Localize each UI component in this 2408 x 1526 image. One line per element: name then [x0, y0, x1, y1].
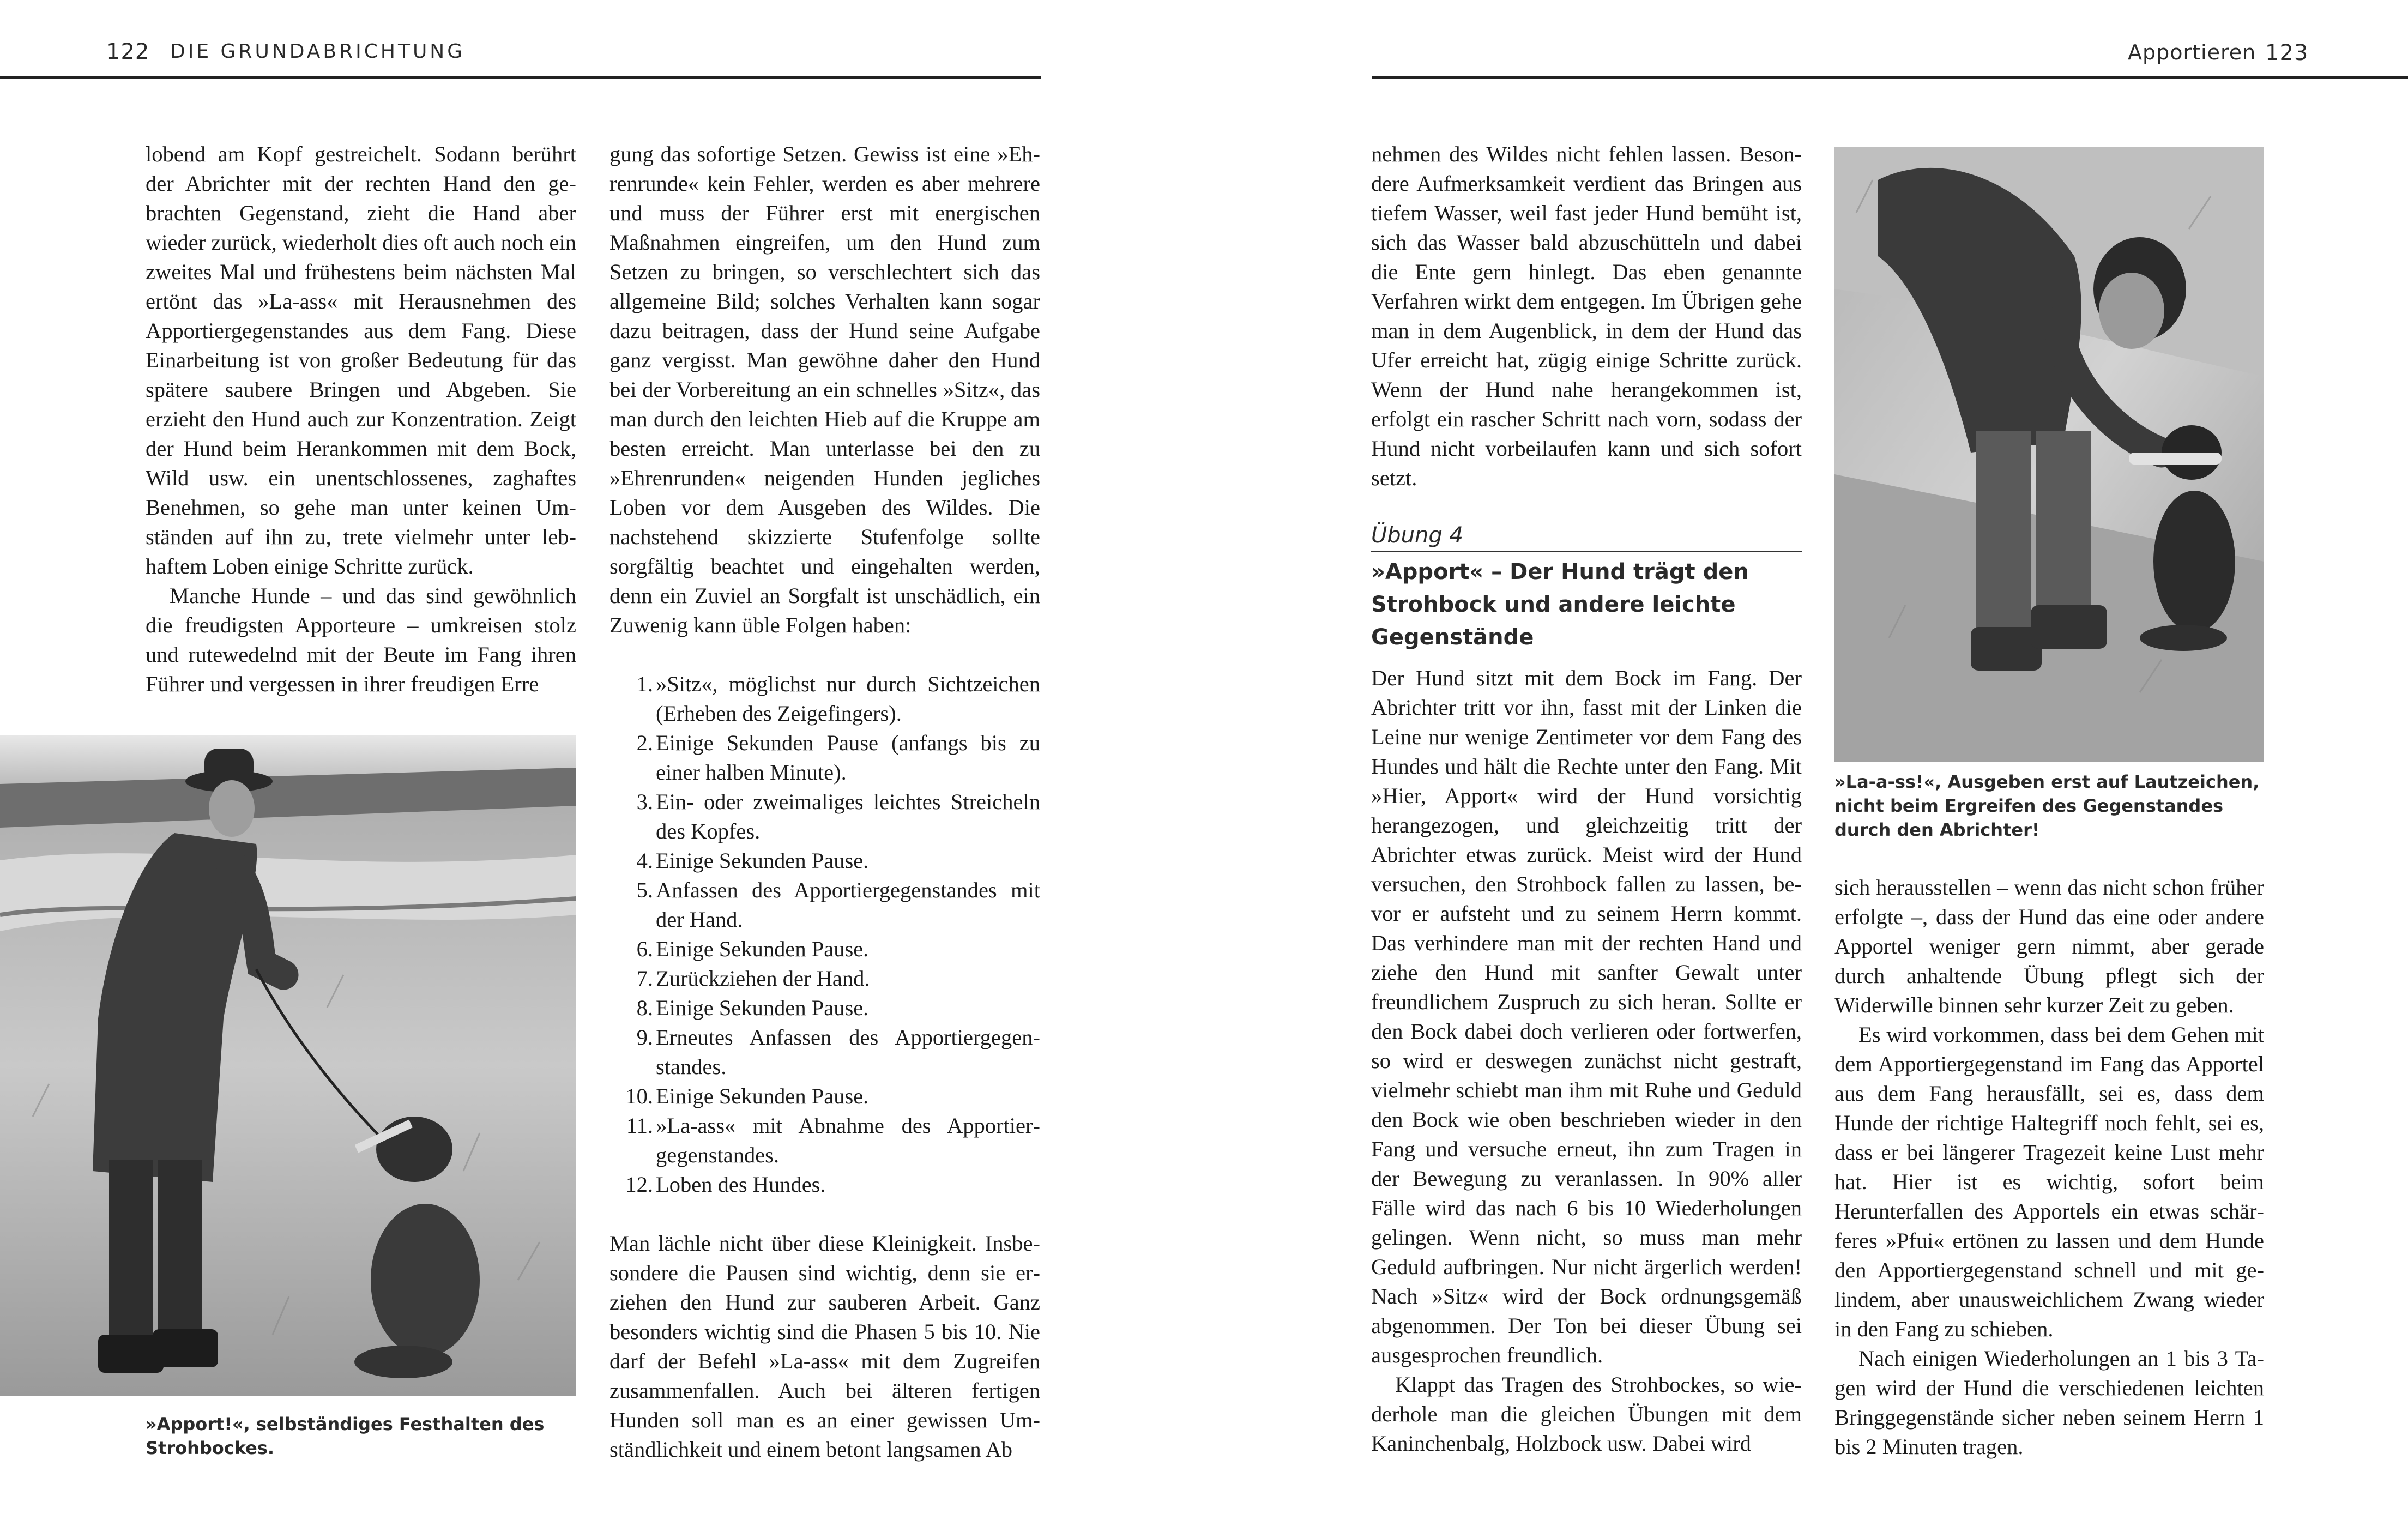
list-item	[609, 787, 1040, 846]
list-item	[609, 846, 1040, 876]
list-item	[609, 964, 1040, 993]
list-text: Einige Sekunden Pause (anfangs bis zu einer halben Minute).	[656, 731, 1040, 785]
page-number-left: 122	[106, 39, 150, 64]
running-title-left: DIE GRUNDABRICHTUNG	[170, 40, 466, 63]
list-number: 2.	[636, 731, 653, 755]
list-text: Erneutes Anfassen des Apportiergegenstandes.	[656, 1025, 1040, 1079]
right-page	[1204, 0, 2408, 1526]
list-number: 7.	[636, 966, 653, 991]
photo-caption-left: »Apport!«, selbständiges Festhalten des Strohbockes.	[146, 1414, 545, 1458]
list-text: Einige Sekunden Pause.	[656, 1084, 869, 1108]
right-column-1	[1371, 140, 1802, 1458]
list-number: 4.	[636, 848, 653, 873]
list-text: Loben des Hundes.	[656, 1172, 826, 1197]
list-text: Einige Sekunden Pause.	[656, 848, 869, 873]
list-text: »Sitz«, möglichst nur durch Sichtzeichen (Erheben des Zeigefingers).	[656, 672, 1040, 726]
list-number: 12.	[625, 1172, 653, 1197]
photo-illustration	[1834, 147, 2264, 762]
list-number: 1.	[636, 672, 653, 696]
left-column-1	[146, 140, 576, 699]
header-rule-right	[1372, 76, 2408, 79]
list-item	[609, 1082, 1040, 1111]
list-number: 10.	[625, 1084, 653, 1108]
page-number-right: 123	[2265, 40, 2309, 65]
left-column-2	[609, 140, 1040, 1464]
exercise-rule	[1371, 551, 1802, 552]
list-number: 5.	[636, 878, 653, 902]
photo-illustration	[0, 735, 576, 1396]
photo-hunter-with-dog	[0, 735, 576, 1396]
paragraph: Man lächle nicht über diese Kleinigkeit. Insbesondere die Pausen sind wichtig, denn sie erziehen den Hund zur sauberen Arbeit. Ganz besonders wichtig sind die Phasen 5 bis 10. Nie darf der Befehl »La-ass« mit dem Zugreifen zusammenfallen. Auch bei älteren fertigen Hunden soll man es an einer gewissen Umständlichkeit und einem betont langsamen Ab	[609, 1231, 1040, 1462]
list-text: Zurückziehen der Hand.	[656, 966, 870, 991]
list-text: »La-ass« mit Abnahme des Apportiergegenstandes.	[656, 1113, 1040, 1167]
paragraph: Manche Hunde – und das sind gewöhnlich die freudigsten Apporteure – umkreisen stolz und rutewedelnd mit der Beute im Fang ihren Führer und vergessen in ihrer freudigen Erre	[146, 583, 576, 696]
paragraph: gung das sofortige Setzen. Gewiss ist eine »Ehrenrunde« kein Fehler, werden es aber mehrere und muss der Führer erst mit energischen Maßnahmen eingreifen, um den Hund zum Setzen zu bringen, so verschlechtert sich das allgemeine Bild; solches Verhalten kann sogar dazu beitragen, dass der Hund seine Aufgabe ganz vergisst. Man gewöhne daher den Hund bei der Vorbereitung an ein schnelles »Sitz«, das man durch den leichten Hieb auf die Kruppe am besten erreicht. Man unterlasse bei den zu »Ehrenrunden« neigenden Hunden jegliches Loben vor dem Ausgeben des Wildes. Die nachstehend skizzierte Stufenfolge sollte sorgfältig beachtet und eingehalten werden, denn ein Zuviel an Sorgfalt ist unschädlich, ein Zuwenig kann üble Folgen haben:	[609, 142, 1040, 637]
paragraph: nehmen des Wildes nicht fehlen lassen. Besondere Aufmerksamkeit verdient das Bringen aus tiefem Wasser, weil fast jeder Hund bemüht ist, sich das Wasser bald abzuschütteln und dabei die Ente gern hinlegt. Das eben genannte Verfahren wirkt dem entgegen. Im Übrigen gehe man in dem Augenblick, in dem der Hund das Ufer erreicht hat, zügig einige Schritte zurück. Wenn der Hund nahe herangekommen ist, erfolgt ein rascher Schritt nach vorn, sodass der Hund nicht vorbeilaufen kann und sich sofort setzt.	[1371, 142, 1802, 490]
list-number: 11.	[626, 1113, 653, 1138]
right-column-2	[1834, 873, 2264, 1462]
paragraph: Klappt das Tragen des Strohbockes, so wiederhole man die gleichen Übungen mit dem Kaninchenbalg, Holzbock usw. Dabei wird	[1371, 1372, 1802, 1456]
exercise-label: Übung 4	[1371, 523, 1463, 548]
paragraph: Nach einigen Wiederholungen an 1 bis 3 Tagen wird der Hund die verschiedenen leichten Bringgegenstände sicher neben seinem Herrn 1 bis 2 Minuten tragen.	[1834, 1346, 2264, 1459]
list-text: Einige Sekunden Pause.	[656, 996, 869, 1020]
list-text: Ein- oder zweimaliges leichtes Streicheln des Kopfes.	[656, 789, 1040, 843]
exercise-title: »Apport« – Der Hund trägt den Strohbock und andere leichte Gegenstände	[1371, 559, 1749, 650]
list-item	[609, 993, 1040, 1023]
list-number: 8.	[636, 996, 653, 1020]
list-item	[609, 669, 1040, 728]
list-item	[609, 1023, 1040, 1082]
paragraph: lobend am Kopf gestreichelt. Sodann berührt der Abrichter mit der rechten Hand den gebrachten Gegenstand, zieht die Hand aber wieder zurück, wiederholt dies oft auch noch ein zweites Mal und frühestens beim nächsten Mal ertönt das »La-ass« mit Herausnehmen des Apportiergegenstandes aus dem Fang. Diese Einarbeitung ist von großer Bedeutung für das spätere saubere Bringen und Abgeben. Sie erzieht den Hund auch zur Konzentration. Zeigt der Hund beim Herankommen mit dem Bock, Wild usw. ein unentschlossenes, zaghaftes Benehmen, so gehe man unter keinen Umständen auf ihn zu, trete vielmehr unter lebhaftem Loben einige Schritte zurück.	[146, 142, 576, 578]
list-item	[609, 1111, 1040, 1170]
running-title-right: Apportieren	[2128, 40, 2256, 64]
list-item	[609, 876, 1040, 934]
photo-trainer-with-dog	[1834, 147, 2264, 762]
list-text: Einige Sekunden Pause.	[656, 937, 869, 961]
list-number: 9.	[636, 1025, 653, 1049]
list-item	[609, 1170, 1040, 1199]
paragraph: Es wird vorkommen, dass bei dem Gehen mit dem Apportiergegenstand im Fang das Apportel aus dem Fang herausfällt, sei es, dass dem Hunde der richtige Haltegriff noch fehlt, sei es, dass er bei längerer Tragezeit keine Lust mehr hat. Hier ist es wichtig, sofort beim Herunterfallen des Apportels ein etwas schärferes »Pfui« ertönen zu lassen und dem Hunde den Apportiergegenstand schnell und mit gelindem, aber unausweichlichem Zwang wieder in den Fang zu schieben.	[1834, 1022, 2264, 1341]
list-number: 6.	[636, 937, 653, 961]
paragraph: Der Hund sitzt mit dem Bock im Fang. Der Abrichter tritt vor ihn, fasst mit der Linken die Leine nur wenige Zentimeter vor dem Fang des Hundes und hält die Rechte unter den Fang. Mit »Hier, Apport« wird der Hund vorsichtig herangezogen, und gleichzeitig tritt der Abrichter etwas zurück. Meist wird der Hund versuchen, den Strohbock fallen zu lassen, bevor er aufsteht und zu seinem Herrn kommt. Das verhindere man mit der rechten Hand und ziehe den Hund mit sanfter Gewalt unter freundlichem Zuspruch zu sich heran. Sollte er den Bock dabei doch verlieren oder fortwerfen, so wird er deswegen zunächst nicht gestraft, vielmehr schiebt man ihm mit Ruhe und Geduld den Bock wie oben beschrieben wieder in den Fang und versuche erneut, ihn zum Tragen in der Bewegung zu veranlassen. In 90% aller Fälle wird das nach 6 bis 10 Wiederholungen gelingen. Wenn nicht, so muss man mehr Geduld aufbringen. Nur nicht ärgerlich werden! Nach »Sitz« wird der Bock ordnungsgemäß abgenommen. Der Ton bei dieser Übung sei ausgesprochen freundlich.	[1371, 666, 1802, 1367]
list-item	[609, 728, 1040, 787]
photo-caption-right: »La-a-ss!«, Ausgeben erst auf Lautzeichen, nicht beim Ergreifen des Gegenstandes durch den Abrichter!	[1834, 771, 2260, 840]
exercise-heading	[1371, 521, 1802, 654]
list-text: Anfassen des Apportiergegenstandes mit der Hand.	[656, 878, 1040, 932]
list-item	[609, 934, 1040, 964]
step-list	[609, 669, 1040, 1199]
list-number: 3.	[636, 789, 653, 814]
header-rule-left	[0, 76, 1041, 79]
paragraph: sich herausstellen – wenn das nicht schon früher erfolgte –, dass der Hund das eine oder andere Apportel weniger gern nimmt, aber gerade durch anhaltende Übung pflegt sich der Widerwille binnen sehr kurzer Zeit zu geben.	[1834, 875, 2264, 1017]
